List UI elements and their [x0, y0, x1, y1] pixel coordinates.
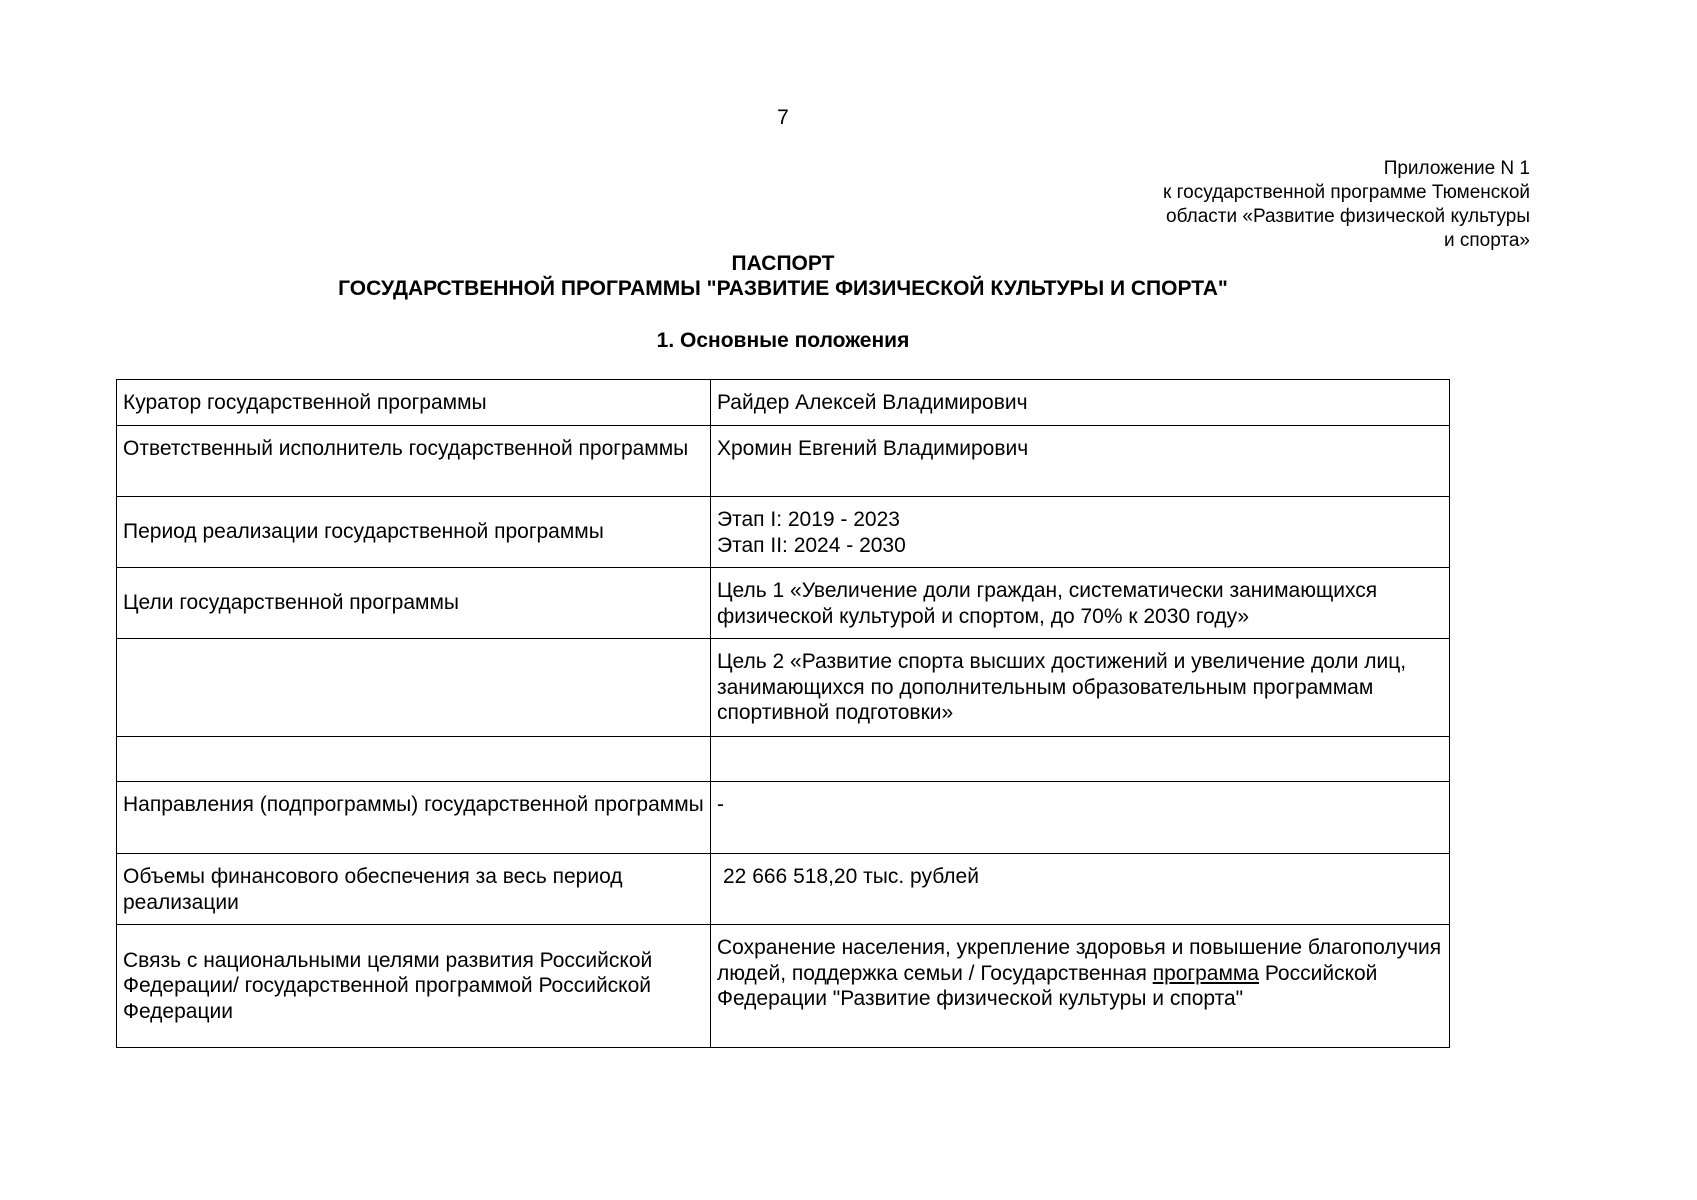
link-text-before: Сохранение населения, укрепление здоровья и повышение благополучия людей, поддержка семьи / Государственная: [717, 936, 1442, 985]
table-row: [117, 737, 1450, 782]
table-row: [117, 639, 1450, 737]
table-row: [117, 426, 1450, 497]
row-label: [117, 639, 711, 737]
appendix-line: к государственной программе Тюменской: [1163, 182, 1530, 203]
appendix-line: Приложение N 1: [1383, 158, 1530, 179]
title-line-program: ГОСУДАРСТВЕННОЙ ПРОГРАММЫ "РАЗВИТИЕ ФИЗИЧЕСКОЙ КУЛЬТУРЫ И СПОРТА": [338, 277, 1228, 300]
row-label: Ответственный исполнитель государственной программы: [117, 426, 711, 497]
row-value: -: [711, 782, 1450, 854]
row-value: Райдер Алексей Владимирович: [711, 380, 1450, 426]
program-link[interactable]: программа: [1152, 961, 1260, 985]
table-row: [117, 380, 1450, 426]
row-value: Хромин Евгений Владимирович: [711, 426, 1450, 497]
table-row: [117, 854, 1450, 925]
row-value: [711, 854, 1450, 925]
row-value: [711, 925, 1450, 1048]
passport-table: [116, 379, 1450, 1048]
table-row: [117, 568, 1450, 639]
funding-amount: 22 666 518,20 тыс. рублей: [723, 865, 979, 888]
link-text-after: Российской Федерации "Развитие физической культуры и спорта": [717, 961, 1378, 1010]
table-row: [117, 497, 1450, 568]
appendix-line: и спорта»: [1443, 230, 1530, 251]
row-label: Направления (подпрограммы) государственной программы: [117, 782, 711, 854]
row-value: Цель 2 «Развитие спорта высших достижений и увеличение доли лиц, занимающихся по дополнительным образовательным программам спортивной подготовки»: [711, 639, 1450, 737]
row-value: [711, 497, 1450, 568]
page-number: 7: [777, 106, 789, 129]
appendix-line: области «Развитие физической культуры: [1166, 206, 1530, 227]
row-label: [117, 737, 711, 782]
row-value: [711, 737, 1450, 782]
stage-line: Этап II: 2024 - 2030: [717, 533, 906, 557]
row-value: Цель 1 «Увеличение доли граждан, систематически занимающихся физической культурой и спортом, до 70% к 2030 году»: [711, 568, 1450, 639]
row-label: Цели государственной программы: [117, 568, 711, 639]
table-row: [117, 782, 1450, 854]
table-row: [117, 925, 1450, 1048]
stage-line: Этап I: 2019 - 2023: [717, 508, 900, 531]
row-label: Связь с национальными целями развития Российской Федерации/ государственной программой Российской Федерации: [117, 925, 711, 1048]
title-line-passport: ПАСПОРТ: [731, 252, 835, 275]
appendix-note: [1050, 157, 1530, 253]
document-title: [0, 251, 1566, 301]
row-label: Объемы финансового обеспечения за весь период реализации: [117, 854, 711, 925]
section-heading: 1. Основные положения: [656, 329, 910, 352]
row-label: Куратор государственной программы: [117, 380, 711, 426]
row-label: Период реализации государственной программы: [117, 497, 711, 568]
